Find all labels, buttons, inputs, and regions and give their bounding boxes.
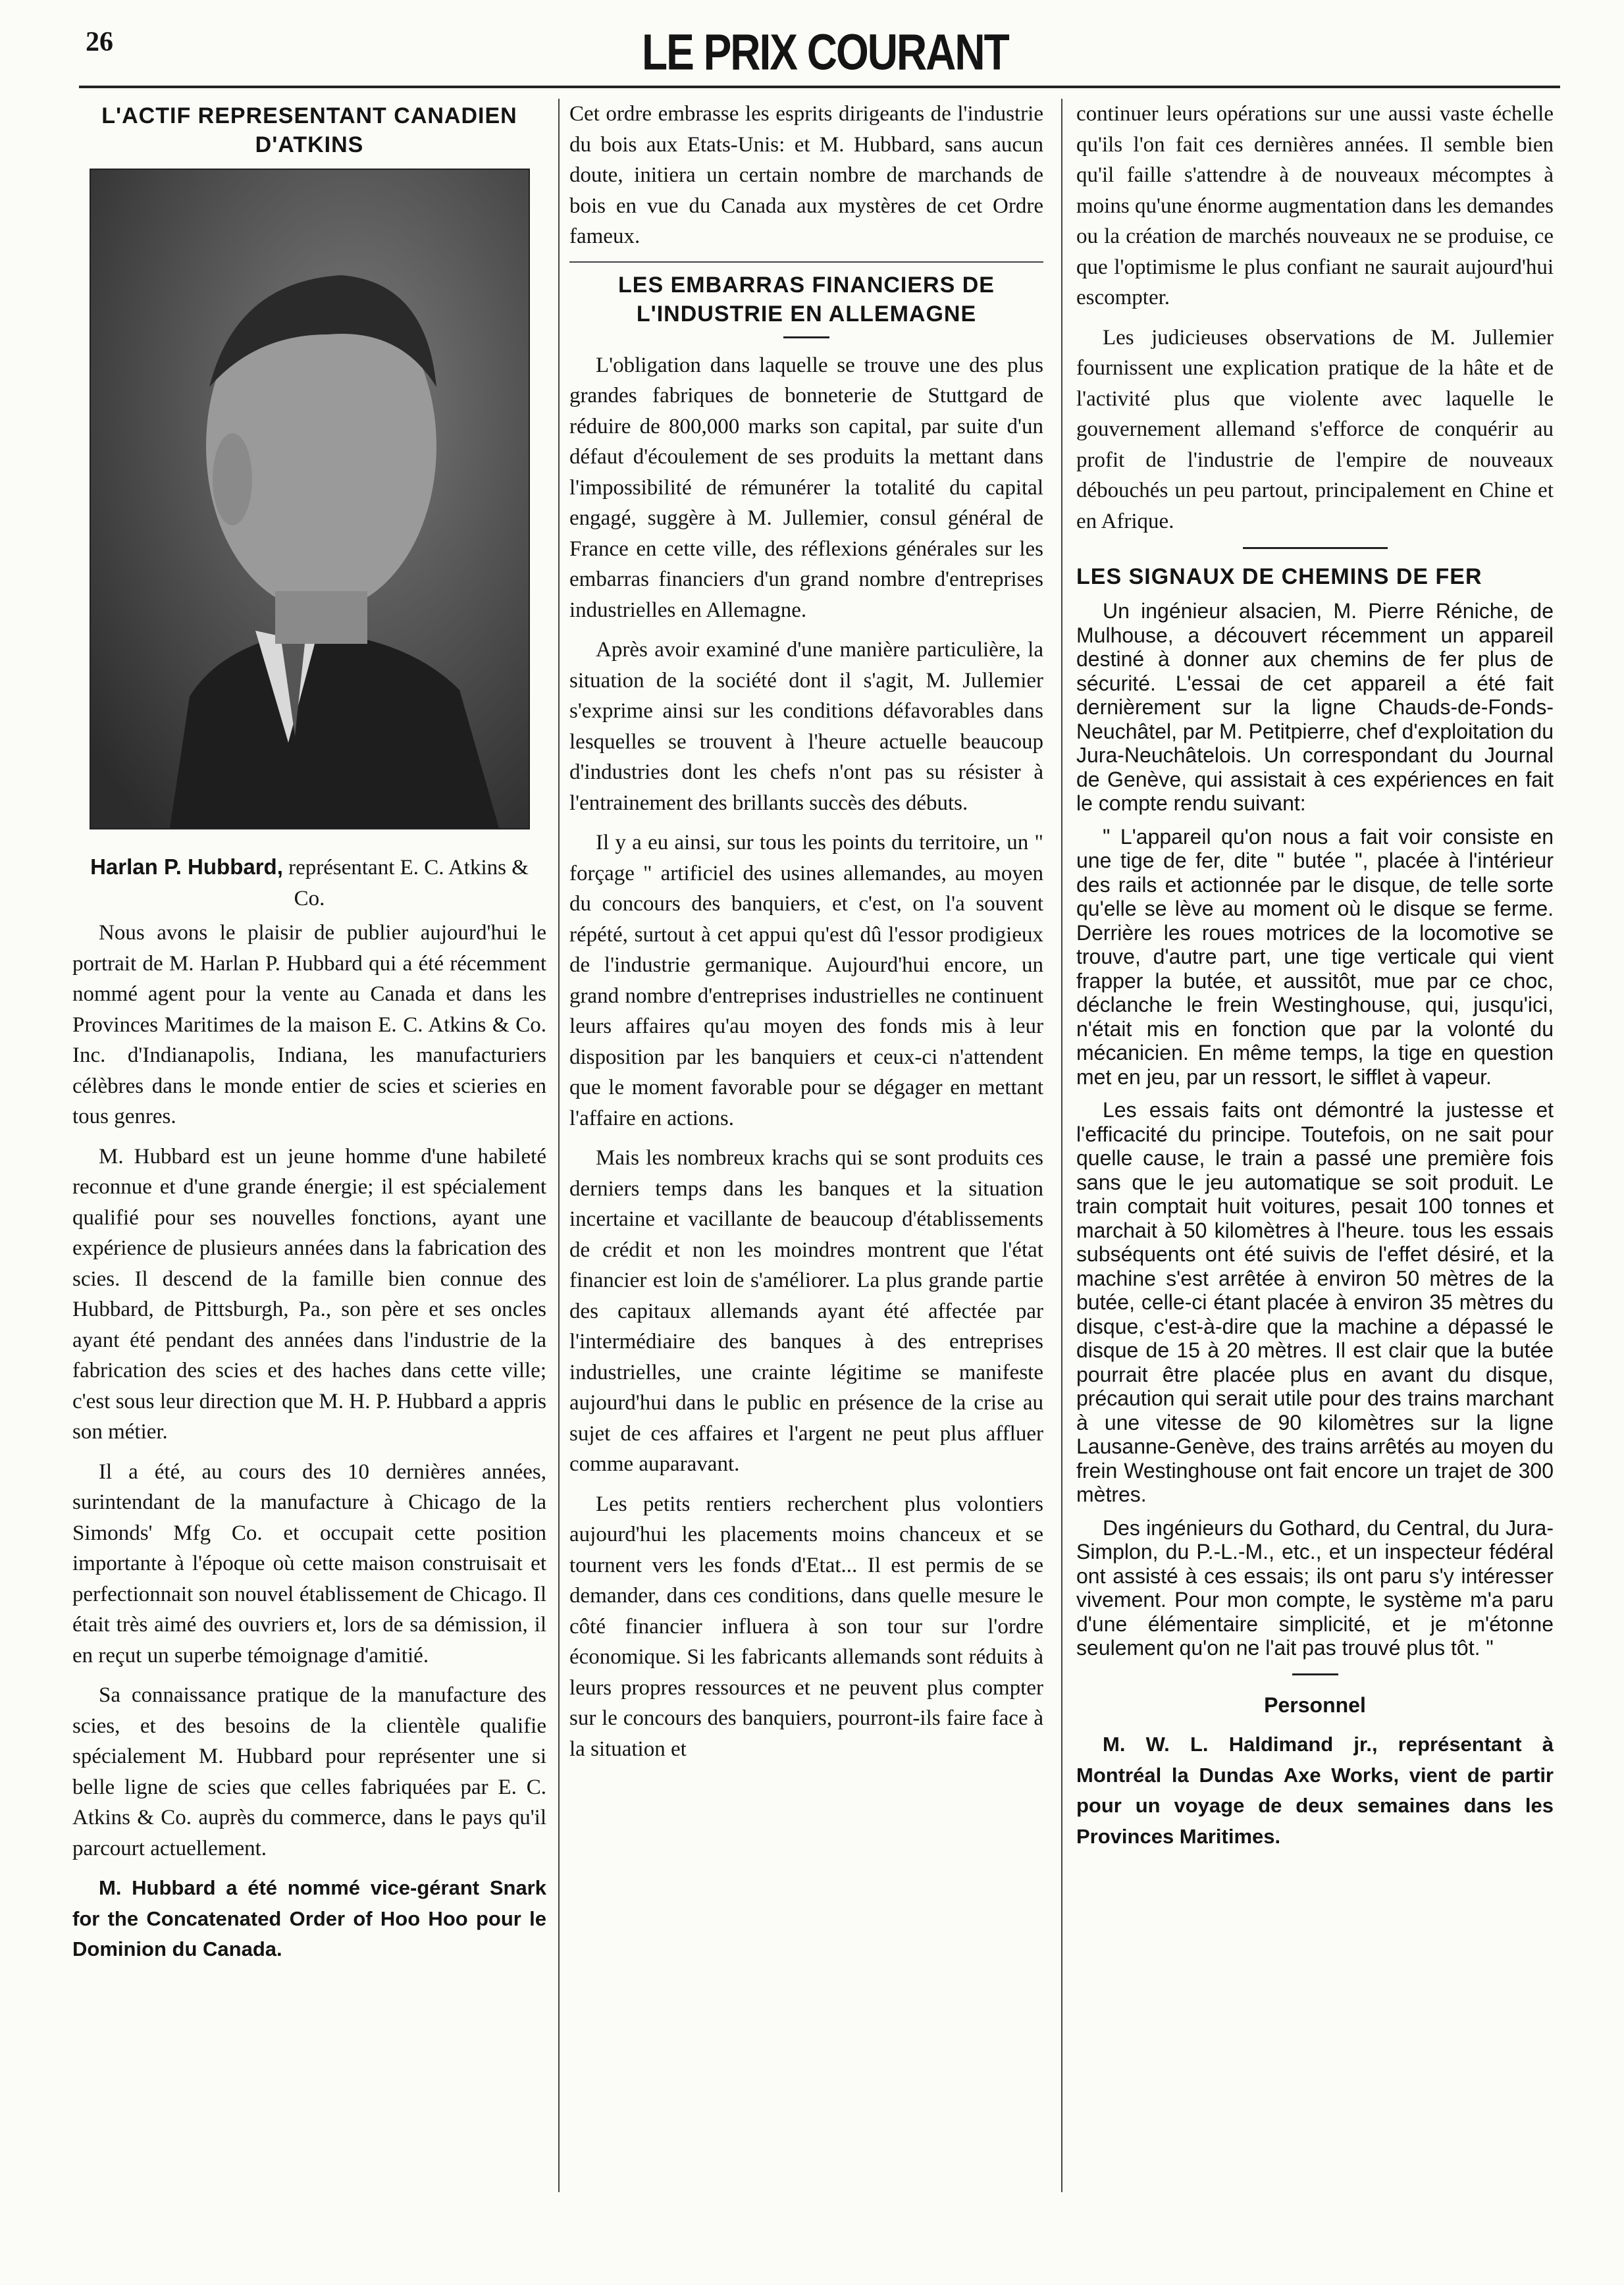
article-headline: LES EMBARRAS FINANCIERS DE L'INDUSTRIE EN ALLEMAGNE bbox=[618, 272, 995, 327]
paragraph: Il y a eu ainsi, sur tous les points du territoire, un " forçage " artificiel des usines allemandes, au moyen du concours des banquiers, et c'est, on l'a souvent répété, surtout à cet appui qu'est dû l'essor prodigieux de l'industrie germanique. Aujourd'hui encore, un grand nombre d'entreprises industrielles ne continuent leurs affaires qu'au moyen des fonds mis à leur disposition par les banquiers et ceux-ci n'attendent que le moment favorable pour se dégager en mettant l'affaire en actions. bbox=[569, 831, 1043, 1130]
section-title: Personnel bbox=[1264, 1693, 1366, 1717]
paragraph: Sa connaissance pratique de la manufacture des scies, et des besoins de la clientèle qualifie spécialement M. Hubbard pour représenter une si belle ligne de scies que celles fabriquées par E. C. Atkins & Co. auprès du commerce, dans le pays qu'il parcourt actuellement. bbox=[72, 1683, 546, 1860]
paragraph: Après avoir examiné d'une manière particulière, la situation de la société dont il s'agit, M. Jullemier s'exprime ainsi sur les conditions défavorables dans lesquelles se trouvent à l'heure actuelle beaucoup d'industries dont les chefs n'ont pas su résister à l'entrainement des brillants succès des débuts. bbox=[569, 638, 1043, 815]
page-header bbox=[79, 20, 1586, 86]
article-body bbox=[1076, 599, 1554, 1660]
portrait-photo bbox=[90, 169, 530, 829]
paragraph: L'obligation dans laquelle se trouve une des plus grandes fabriques de bonneterie de Stuttgard de réduire de 800,000 marks son capital, par suite d'un défaut d'écoulement de ses produits la mettant dans l'impossibilité de rémunérer la totalité du capital engagé, suggère à M. Jullemier, consul général de France en cette ville, des réflexions générales sur les embarras financiers d'un grand nombre d'entreprises industrielles en Allemagne. bbox=[569, 353, 1043, 622]
section-rule bbox=[1243, 547, 1388, 549]
section-rule bbox=[1292, 1673, 1338, 1675]
paragraph: M. Hubbard est un jeune homme d'une habileté reconnue et d'une grande énergie; il est spécialement qualifié pour ses nouvelles fonctions, ayant une expérience de plusieurs années dans la fabrication des scies. Il descend de la famille bien connue des Hubbard, de Pittsburgh, Pa., son père et ses oncles ayant été pendant des années dans l'industrie de la fabrication des scies et des haches dans cette ville; c'est sous leur direction que M. H. P. Hubbard a appris son métier. bbox=[72, 1144, 546, 1444]
column-1 bbox=[72, 99, 546, 1974]
header-rule bbox=[79, 86, 1560, 88]
paragraph: Cet ordre embrasse les esprits dirigeants de l'industrie du bois aux Etats-Unis: et M. Hubbard, sans aucun doute, initiera un certain nombre de marchands de bois en vue du Canada aux mystères de cet Ordre fameux. bbox=[569, 102, 1043, 248]
column-divider bbox=[1061, 99, 1062, 2192]
paragraph: Nous avons le plaisir de publier aujourd'hui le portrait de M. Harlan P. Hubbard qui a été récemment nommé agent pour la vente au Canada et dans les Provinces Maritimes de la maison E. C. Atkins & Co. Inc. d'Indianapolis, Indiana, les manufacturiers célèbres dans le monde entier de scies et scieries en tous genres. bbox=[72, 921, 546, 1128]
paragraph: Les essais faits ont démontré la justesse et l'efficacité du principe. Toutefois, on ne sait pour quelle cause, le train a passé une première fois sans que le jeu automatique se soit produit. Le train comptait huit voitures, pesait 100 tonnes et marchait à 50 kilomètres à l'heure. tous les essais subséquents ont été suivis de l'effet désiré, et la machine s'est arrêtée à environ 50 mètres de la butée, celle-ci étant placée à environ 35 mètres du disque, c'est-à-dire que la machine a dépassé le disque de 15 à 20 mètres. Il est clair que la butée pourrait être placée plus en avant du disque, précaution qui serait utile pour des trains marchant à une vitesse de 90 kilomètres sur la ligne Lausanne-Genève, des trains arrêtés au moyen du frein Westinghouse ont fait encore un trajet de 300 mètres. bbox=[1076, 1098, 1554, 1506]
paragraph: Un ingénieur alsacien, M. Pierre Réniche, de Mulhouse, a découvert récemment un appareil destiné à donner aux chemins de fer plus de sécurité. L'essai de cet appareil a été fait dernièrement sur la ligne Chauds-de-Fonds-Neuchâtel, par M. Petitpierre, chef d'exploitation du Jura-Neuchâtelois. Un correspondant du Journal de Genève, qui assistait à ces expériences en fait le compte rendu suivant: bbox=[1076, 599, 1554, 815]
paragraph: Mais les nombreux krachs qui se sont produits ces derniers temps dans les banques et la situation incertaine et vacillante de beaucoup d'établissements de crédit et non les moindres montrent que l'état financier est loin de s'améliorer. La plus grande partie des capitaux allemands ayant été affectée par l'intermédiaire des banques à des entreprises industrielles, une crainte légitime se manifeste aujourd'hui dans le public en présence de la crise au sujet de ces affaires et l'argent ne peut plus affluer comme auparavant. bbox=[569, 1146, 1043, 1476]
column-2 bbox=[569, 99, 1043, 1773]
masthead-logo: LE PRIX COURANT bbox=[642, 23, 1008, 81]
paragraph: M. W. L. Haldimand jr., représentant à Montréal la Dundas Axe Works, vient de partir pour un voyage de deux semaines dans les Provinces Maritimes. bbox=[1076, 1733, 1554, 1848]
photo-caption bbox=[72, 852, 546, 914]
paragraph: Les judicieuses observations de M. Jullemier fournissent une explication pratique de la hâte et de l'activité plus que violente avec laquelle le gouvernement allemand s'efforce de conquérir au profit de l'industrie de l'empire de nouveaux débouchés un peu partout, principalement en Chine et en Afrique. bbox=[1076, 325, 1554, 533]
article-headline: LES SIGNAUX DE CHEMINS DE FER bbox=[1076, 564, 1482, 589]
section-rule bbox=[569, 261, 1043, 263]
headline-rule bbox=[783, 336, 829, 338]
paragraph: " L'appareil qu'on nous a fait voir consiste en une tige de fer, dite " butée ", placée à l'intérieur des rails et actionnée par le disque, de telle sorte qu'elle se lève au moment où le disque se ferme. Derrière les roues motrices de la locomotive se trouve, d'autre part, une tige verticale qui vient frapper la butée, et aussitôt, mue par ce choc, déclanche le frein Westinghouse, qui, jusqu'ici, n'était mis en fonction que par la volonté du mécanicien. En même temps, la tige en question met en jeu, par un ressort, le sifflet à vapeur. bbox=[1076, 824, 1554, 1089]
caption-name: Harlan P. Hubbard, bbox=[90, 854, 283, 879]
paragraph: Il a été, au cours des 10 dernières années, surintendant de la manufacture à Chicago de la Simonds' Mfg Co. et occupait cette position importante à l'époque où cette maison construisait et perfectionnait son nouvel établissement de Chicago. Il était très aimé des ouvriers et, lors de sa démission, il en reçut un superbe témoignage d'amitié. bbox=[72, 1459, 546, 1668]
portrait-illustration bbox=[91, 170, 529, 828]
caption-text: représentant E. C. Atkins & Co. bbox=[282, 856, 529, 910]
paragraph: continuer leurs opérations sur une aussi vaste échelle qu'ils l'on fait ces dernières années. Il semble bien qu'il faille s'attendre à de nouveaux mécomptes à moins qu'une énorme augmentation dans les demandes ou la création de marchés nouveaux ne se produise, ce que l'optimisme le plus confiant ne saurait aujourd'hui escompter. bbox=[1076, 102, 1554, 309]
article-headline: L'ACTIF REPRESENTANT CANADIEN D'ATKINS bbox=[101, 103, 517, 157]
paragraph: Les petits rentiers recherchent plus volontiers aujourd'hui les placements moins chanceux et se tournent vers les fonds d'Etat... Il est permis de se demander, dans ces conditions, dans quelle mesure le côté financier influera à son tour sur l'ordre économique. Si les fabricants allemands sont réduits à leurs propres ressources et ne peuvent plus compter sur le concours des banquiers, pourront-ils faire face à la situation et bbox=[569, 1492, 1043, 1761]
paragraph: M. Hubbard a été nommé vice-gérant Snark for the Concatenated Order of Hoo Hoo pour le Dominion du Canada. bbox=[72, 1876, 546, 1960]
column-divider bbox=[558, 99, 560, 2192]
paragraph: Des ingénieurs du Gothard, du Central, du Jura-Simplon, du P.-L.-M., etc., et un inspecteur fédéral ont assisté à ces essais; ils ont paru s'y intéresser vivement. Pour mon compte, le système m'a paru d'une élémentaire simplicité, et je m'étonne seulement qu'on ne l'ait pas trouvé plus tôt. " bbox=[1076, 1515, 1554, 1660]
column-3 bbox=[1076, 99, 1554, 1861]
page-number: 26 bbox=[86, 27, 113, 57]
